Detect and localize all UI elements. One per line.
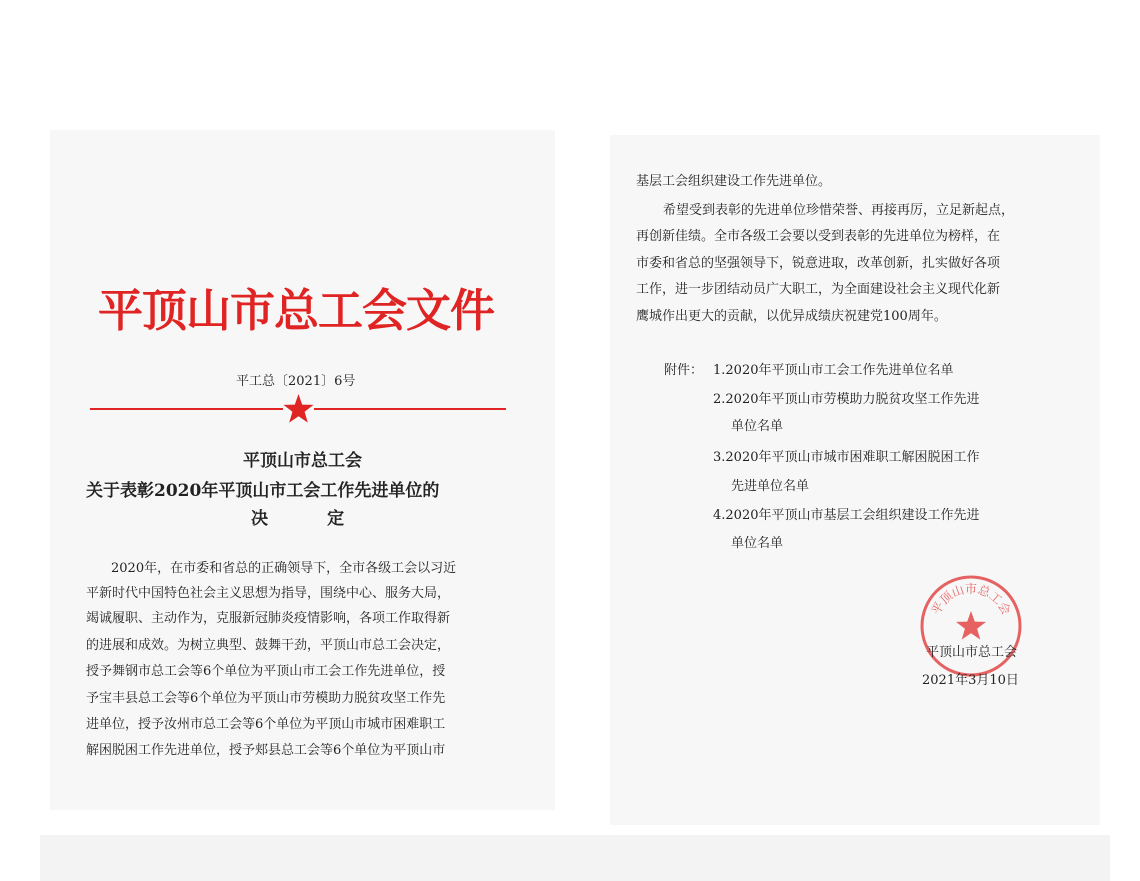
attachment-item-cont: 单位名单 [731,536,784,551]
body-line: 予宝丰县总工会等6个单位为平顶山市劳模助力脱贫攻坚工作先 [86,691,446,706]
title-line1: 关于表彰2020年平顶山市工会工作先进单位的 [86,481,440,501]
attachment-item: 2.2020年平顶山市劳模助力脱贫攻坚工作先进 [713,392,980,407]
body-line: 市委和省总的坚强领导下，锐意进取，改革创新，扎实做好各项 [636,256,1001,271]
body-line: 的进展和成效。为树立典型、鼓舞干劲，平顶山市总工会决定， [86,638,451,653]
attachment-item: 3.2020年平顶山市城市困难职工解困脱困工作 [713,450,980,465]
attachment-item-cont: 先进单位名单 [731,479,810,494]
body-line: 工作，进一步团结动员广大职工，为全面建设社会主义现代化新 [636,282,1001,297]
attachment-item: 4.2020年平顶山市基层工会组织建设工作先进 [713,508,980,523]
seal-text: 平顶山市总工会 [928,581,1014,617]
document-masthead: 平顶山市总工会文件 [98,284,495,337]
body-line: 基层工会组织建设工作先进单位。 [636,174,832,189]
attachment-item-cont: 单位名单 [731,419,784,434]
body-line: 希望受到表彰的先进单位珍惜荣誉、再接再厉，立足新起点， [663,203,1015,218]
body-line: 2020年，在市委和省总的正确领导下，全市各级工会以习近 [111,561,457,576]
signature-date: 2021年3月10日 [922,673,1019,688]
bottom-scan-strip [40,835,1110,881]
document-number: 平工总〔2021〕6号 [236,374,356,389]
attachments-label: 附件： [664,363,704,378]
red-divider-right [314,408,506,410]
title-org: 平顶山市总工会 [243,451,362,471]
title-line2: 决 定 [251,509,345,529]
star-icon [283,394,314,424]
body-line: 再创新佳绩。全市各级工会要以受到表彰的先进单位为榜样，在 [636,229,1001,244]
attachment-item: 1.2020年平顶山市工会工作先进单位名单 [713,363,954,378]
body-line: 平新时代中国特色社会主义思想为指导，围绕中心、服务大局， [86,586,451,601]
signature-org: 平顶山市总工会 [926,645,1018,660]
official-seal [918,573,1024,679]
body-line: 进单位，授予汝州市总工会等6个单位为平顶山市城市困难职工 [86,717,446,732]
body-line: 解困脱困工作先进单位，授予郏县总工会等6个单位为平顶山市 [86,743,446,758]
body-line: 竭诚履职、主动作为，克服新冠肺炎疫情影响，各项工作取得新 [86,611,451,626]
body-line: 授予舞钢市总工会等6个单位为平顶山市工会工作先进单位，授 [86,664,446,679]
body-line: 鹰城作出更大的贡献，以优异成绩庆祝建党100周年。 [636,309,947,324]
red-divider-left [90,408,283,410]
